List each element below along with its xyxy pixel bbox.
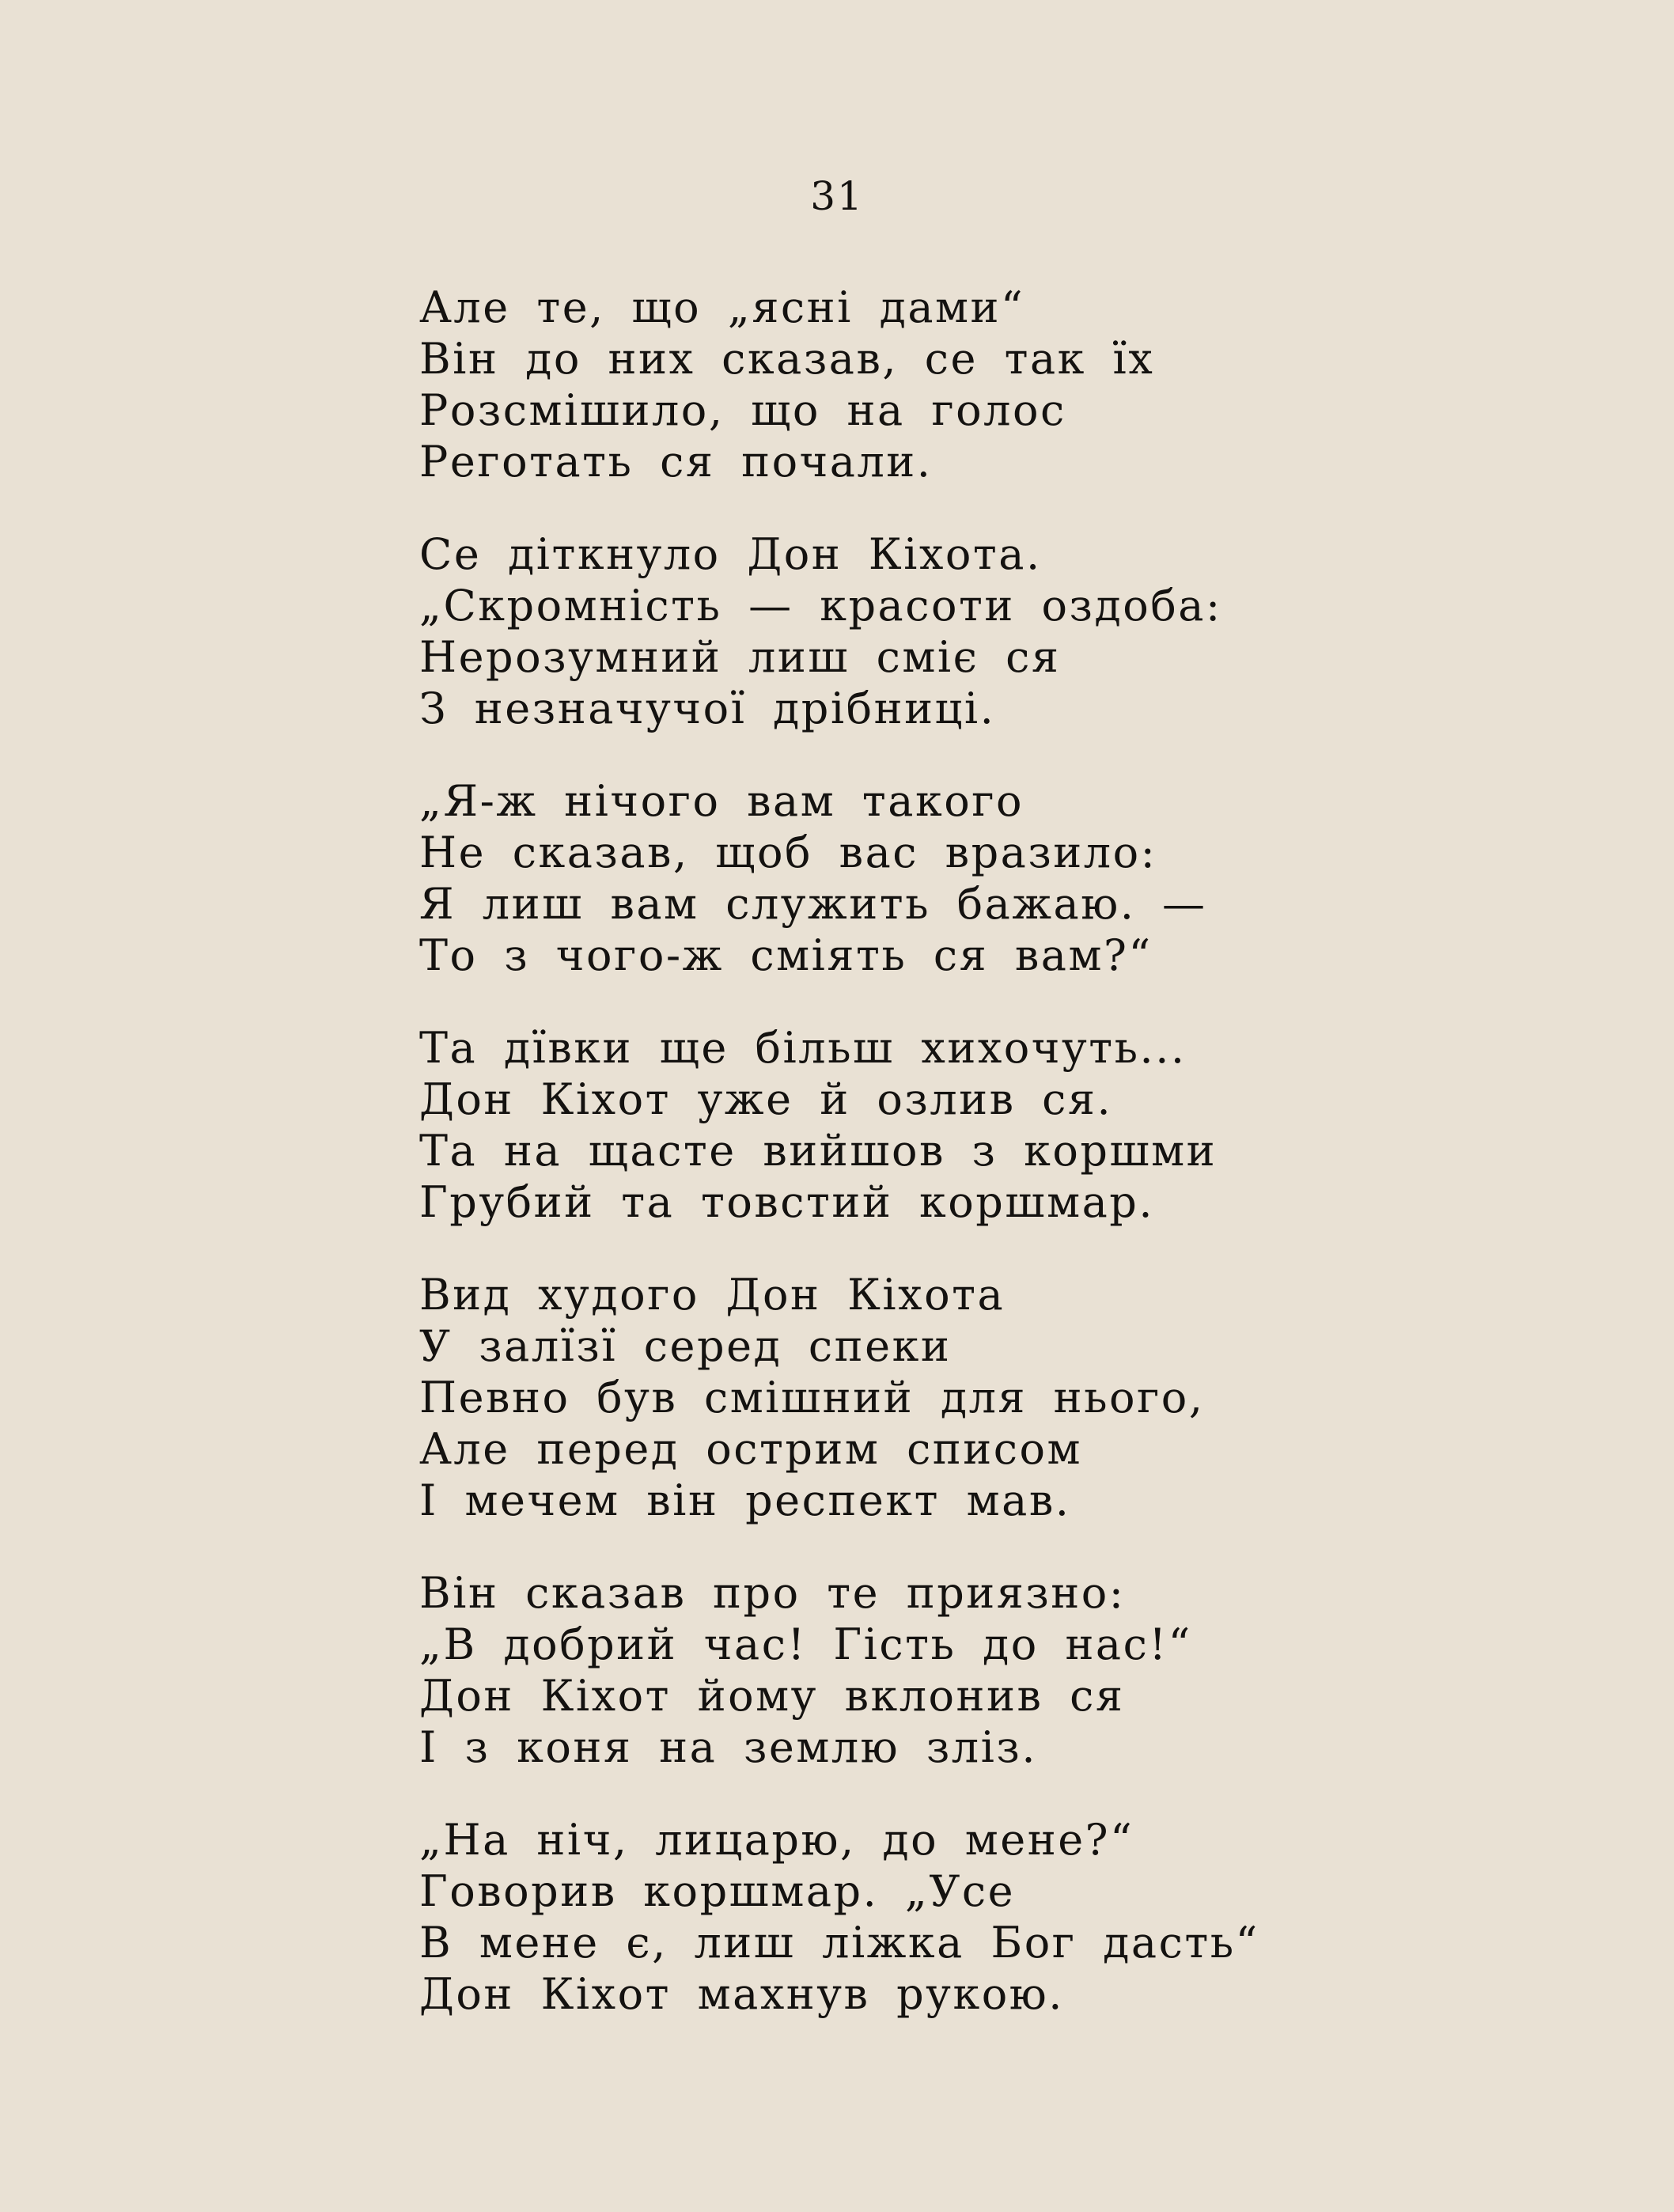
poem-line: І з коня на землю зліз. [419, 1722, 1037, 1772]
poem-line: Говорив коршмар. „Усе [419, 1866, 1016, 1916]
poem-line: Грубий та товстий коршмар. [419, 1177, 1154, 1227]
poem-line: „Скромність — красоти оздоба: [419, 581, 1222, 631]
poem-line: Дон Кіхот уже й озлив ся. [419, 1074, 1113, 1124]
poem-line: Але те, що „ясні дами“ [419, 282, 1025, 332]
poem-text [419, 282, 1290, 2061]
stanza [419, 1567, 1290, 1773]
stanza [419, 1814, 1290, 2020]
poem-line: Та на щасте вийшов з коршми [419, 1126, 1218, 1176]
page-number: 31 [810, 173, 864, 219]
poem-line: Нерозумний лиш сміє ся [419, 632, 1061, 682]
poem-line: „На ніч, лицарю, до мене?“ [419, 1815, 1134, 1865]
poem-line: То з чого-ж сміять ся вам?“ [419, 930, 1153, 980]
poem-line: Я лиш вам служить бажаю. — [419, 879, 1207, 929]
stanza [419, 1022, 1290, 1228]
poem-line: Та дївки ще більш хихочуть... [419, 1023, 1187, 1073]
poem-line: Дон Кіхот йому вклонив ся [419, 1671, 1125, 1721]
poem-line: Він сказав про те приязно: [419, 1568, 1126, 1618]
poem-line: В мене є, лиш ліжка Бог дасть“ [419, 1918, 1259, 1968]
poem-line: У залїзї серед спеки [419, 1321, 952, 1371]
stanza [419, 775, 1290, 981]
poem-line: Дон Кіхот махнув рукою. [419, 1969, 1064, 2019]
poem-line: Певно був смішний для нього, [419, 1373, 1205, 1422]
poem-line: Він до них сказав, се так їх [419, 334, 1155, 384]
poem-line: Не сказав, щоб вас вразило: [419, 828, 1157, 877]
poem-line: Вид худого Дон Кіхота [419, 1270, 1006, 1320]
poem-line: Се діткнуло Дон Кіхота. [419, 529, 1042, 579]
poem-line: Розсмішило, що на голос [419, 385, 1066, 435]
poem-line: Але перед острим списом [419, 1424, 1083, 1474]
poem-line: З незначучої дрібниці. [419, 684, 996, 733]
stanza [419, 528, 1290, 734]
poem-line: „В добрий час! Гість до нас!“ [419, 1619, 1192, 1669]
poem-line: „Я-ж нічого вам такого [419, 776, 1024, 826]
poem-line: І мечем він респект мав. [419, 1475, 1071, 1525]
poem-line: Реготать ся почали. [419, 437, 933, 487]
stanza [419, 282, 1290, 487]
stanza [419, 1269, 1290, 1526]
